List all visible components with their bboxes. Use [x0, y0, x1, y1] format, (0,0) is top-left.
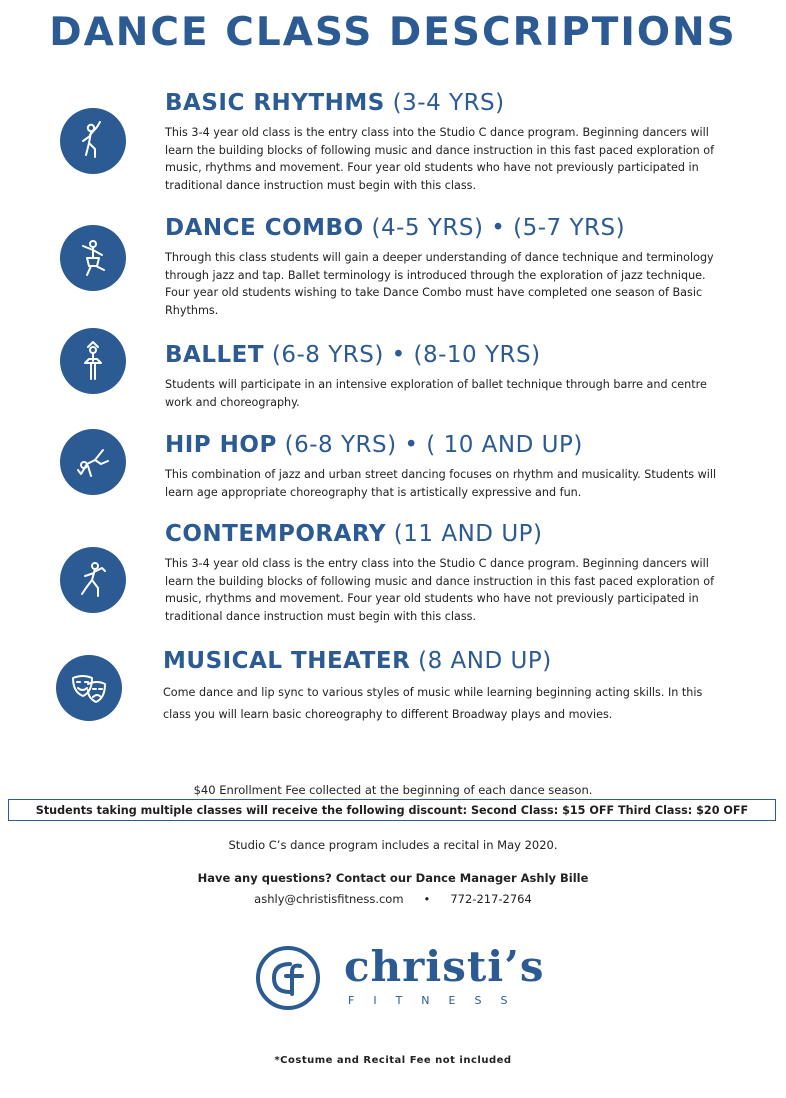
class-description: Students will participate in an intensive exploration of ballet technique through barre and centre work and choreography. — [165, 378, 707, 409]
class-ages: (11 AND UP) — [386, 521, 543, 547]
class-ages: (6-8 YRS) • (8-10 YRS) — [264, 342, 541, 368]
theater-masks-icon — [56, 655, 122, 721]
discount-banner: Students taking multiple classes will receive the following discount: Second Class: $15 OFF Third Class: $20 OFF — [8, 799, 776, 821]
class-name: HIP HOP — [165, 432, 277, 458]
class-heading — [163, 648, 552, 674]
contemporary-dancer-icon — [60, 547, 126, 613]
class-description: This 3-4 year old class is the entry class into the Studio C dance program. Beginning dancers will learn the building blocks of following music and dance instruction in this fast paced exploration of music, rhythms and movement. Four year old students who have not previously participated in traditional dance instruction must begin with this class. — [165, 557, 715, 623]
logo-wordmark: christi’s — [344, 942, 545, 991]
contact-email-link[interactable]: ashly@christisfitness.com — [254, 892, 404, 906]
dancer-leap-icon — [60, 225, 126, 291]
class-name: CONTEMPORARY — [165, 521, 386, 547]
footnote: *Costume and Recital Fee not included — [274, 1055, 512, 1066]
class-name: BALLET — [165, 342, 265, 368]
class-name: BASIC RHYTHMS — [165, 90, 385, 116]
class-description: Come dance and lip sync to various styles of music while learning beginning acting skills. In this class you will learn basic choreography to different Broadway plays and movies. — [163, 686, 703, 721]
breakdancer-icon — [60, 429, 126, 495]
christis-fitness-logo — [256, 944, 546, 1014]
contact-separator: • — [423, 892, 431, 906]
class-ages: (4-5 YRS) • (5-7 YRS) — [363, 215, 626, 241]
class-heading — [165, 215, 625, 241]
class-description: This 3-4 year old class is the entry class into the Studio C dance program. Beginning dancers will learn the building blocks of following music and dance instruction in this fast paced exploration of music, rhythms and movement. Four year old students who have not previously participated in traditional dance instruction must begin with this class. — [165, 126, 715, 192]
class-ages: (8 AND UP) — [410, 648, 552, 674]
contact-question: Have any questions? Contact our Dance Manager Ashly Bille — [197, 871, 589, 885]
ballerina-icon — [60, 328, 126, 394]
recital-note: Studio C’s dance program includes a recital in May 2020. — [228, 838, 558, 852]
class-ages: (3-4 YRS) — [384, 90, 505, 116]
enrollment-fee-note: $40 Enrollment Fee collected at the beginning of each dance season. — [193, 783, 593, 797]
class-heading — [165, 342, 541, 368]
class-name: MUSICAL THEATER — [163, 648, 411, 674]
class-ages: (6-8 YRS) • ( 10 AND UP) — [276, 432, 583, 458]
logo-subtitle: FITNESS — [348, 994, 527, 1007]
class-description: Through this class students will gain a deeper understanding of dance technique and terminology through jazz and tap. Ballet terminology is introduced through the exploration of jazz technique. Four year old students wishing to take Dance Combo must have completed one season of Basic Rhythms. — [165, 251, 714, 317]
dancer-arm-raised-icon — [60, 108, 126, 174]
class-heading — [165, 432, 583, 458]
page-title: DANCE CLASS DESCRIPTIONS — [49, 10, 737, 55]
contact-phone[interactable]: 772-217-2764 — [450, 892, 532, 906]
contact-details — [0, 892, 786, 906]
class-name: DANCE COMBO — [165, 215, 364, 241]
class-description: This combination of jazz and urban street dancing focuses on rhythm and musicality. Students will learn age appropriate choreography that is artistically expressive and fun. — [165, 468, 717, 499]
cf-logo-mark-icon — [256, 946, 320, 1010]
class-heading — [165, 521, 543, 547]
class-heading — [165, 90, 505, 116]
